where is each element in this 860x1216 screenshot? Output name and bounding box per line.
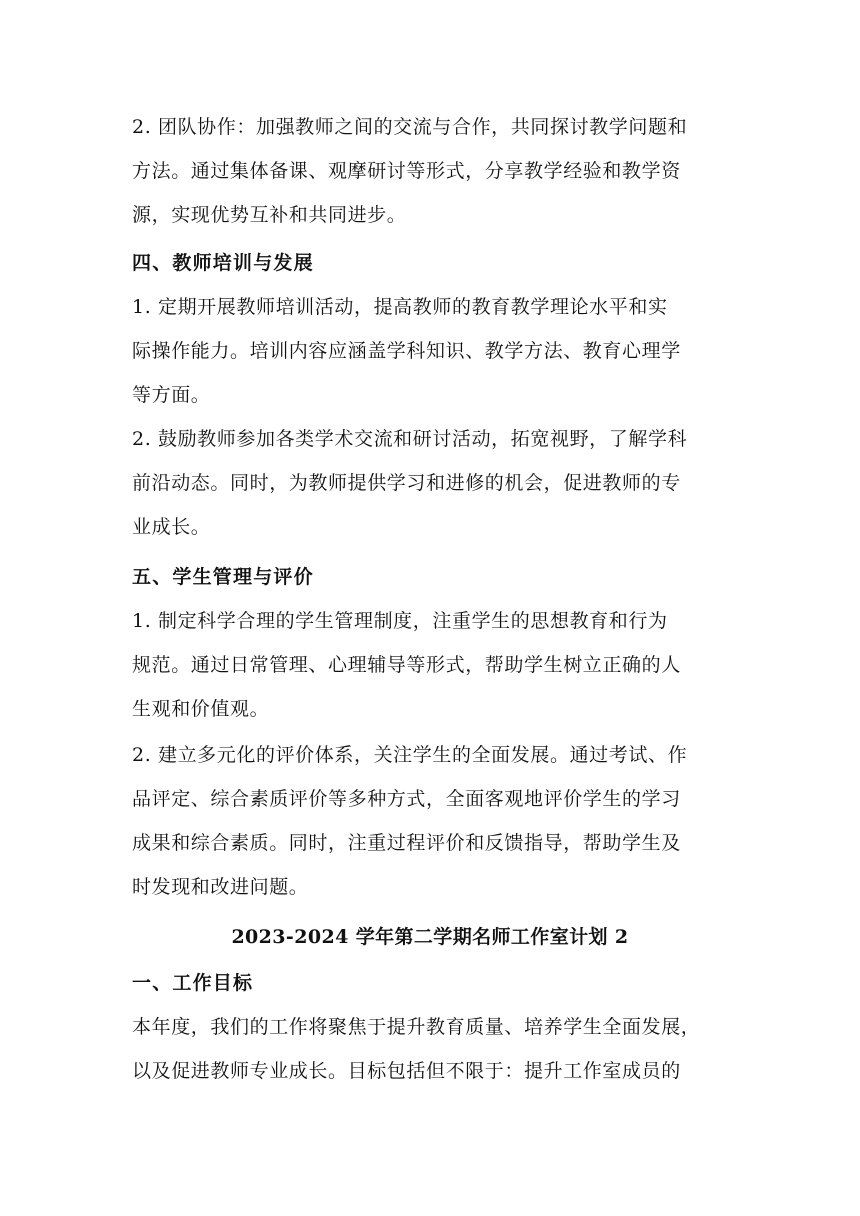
paragraph-line: 际操作能力。培训内容应涵盖学科知识、教学方法、教育心理学 [132,340,681,362]
paragraph-line: 前沿动态。同时，为教师提供学习和进修的机会，促进教师的专 [132,472,681,494]
paragraph-line: 方法。通过集体备课、观摩研讨等形式，分享教学经验和教学资 [132,160,681,182]
paragraph-line: 本年度，我们的工作将聚焦于提升教育质量、培养学生全面发展， [132,1016,701,1038]
section-heading: 五、学生管理与评价 [132,566,314,588]
section-heading: 一、工作目标 [132,972,254,994]
paragraph-line: 以及促进教师专业成长。目标包括但不限于：提升工作室成员的 [132,1060,681,1082]
paragraph-line: 2. 鼓励教师参加各类学术交流和研讨活动，拓宽视野，了解学科 [132,428,688,450]
paragraph-line: 时发现和改进问题。 [132,876,309,898]
paragraph-line: 2. 建立多元化的评价体系，关注学生的全面发展。通过考试、作 [132,744,688,766]
paragraph-line: 等方面。 [132,384,211,406]
paragraph-line: 2. 团队协作：加强教师之间的交流与合作，共同探讨教学问题和 [132,116,688,138]
paragraph-line: 品评定、综合素质评价等多种方式，全面客观地评价学生的学习 [132,788,681,810]
paragraph-line: 源，实现优势互补和共同进步。 [132,204,407,226]
paragraph-line: 1. 制定科学合理的学生管理制度，注重学生的思想教育和行为 [132,610,668,632]
paragraph-line: 1. 定期开展教师培训活动，提高教师的教育教学理论水平和实 [132,296,668,318]
section-heading: 四、教师培训与发展 [132,252,314,274]
document-title: 2023-2024 学年第二学期名师工作室计划 2 [231,926,629,948]
paragraph-line: 成果和综合素质。同时，注重过程评价和反馈指导，帮助学生及 [132,832,681,854]
paragraph-line: 生观和价值观。 [132,698,270,720]
paragraph-line: 业成长。 [132,516,211,538]
paragraph-line: 规范。通过日常管理、心理辅导等形式，帮助学生树立正确的人 [132,654,681,676]
